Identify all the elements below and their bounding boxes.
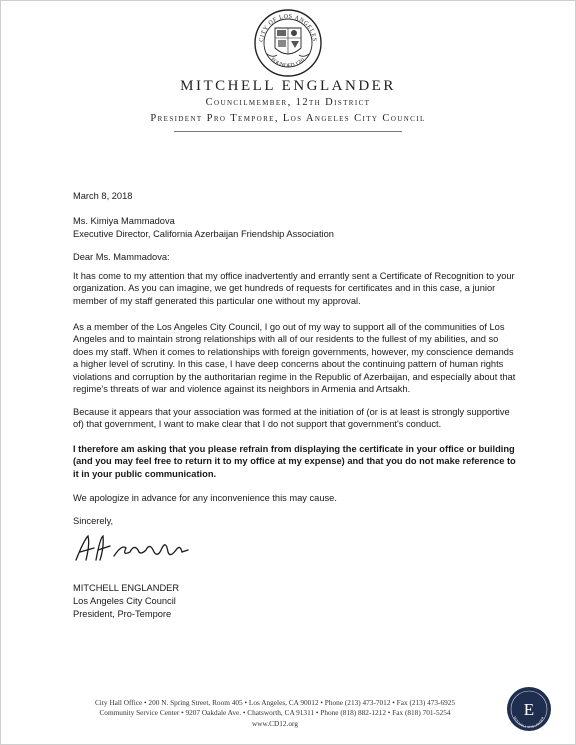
- englander-badge-logo: [506, 686, 552, 732]
- signer-body: Los Angeles City Council: [73, 596, 176, 606]
- badge-letter: E: [523, 700, 535, 719]
- recipient-name: Ms. Kimiya Mammadova: [73, 216, 175, 226]
- letter-date: March 8, 2018: [73, 191, 133, 201]
- svg-text:CITY OF LOS ANGELES: CITY OF LOS ANGELES: [258, 13, 318, 43]
- paragraph-1: It has come to my attention that my office inadvertently and errantly sent a Certificate of Recognition to your organization. As you can imagine, we get hundreds of requests for certificates and in this case, a junior member of my staff generated this particular one without my approval.: [73, 271, 515, 306]
- footer-website: www.CD12.org: [251, 719, 298, 728]
- recipient-title: Executive Director, California Azerbaijan Friendship Association: [73, 229, 334, 239]
- signature-image: [70, 530, 200, 570]
- footer-city-hall: City Hall Office • 200 N. Spring Street, Room 405 • Los Angeles, CA 90012 • Phone (213) 473-7012 • Fax (213) 473-6925: [94, 698, 456, 707]
- salutation: Dear Ms. Mammadova:: [73, 252, 170, 262]
- paragraph-4: I therefore am asking that you please refrain from displaying the certificate in your office or building (and you may feel free to return it to my office at my expense) and that you do not make reference to it in your public communication.: [73, 444, 516, 479]
- badge-text: MITCHELL ENGLANDER: [512, 715, 546, 730]
- letterhead-divider: [174, 131, 402, 132]
- paragraph-2: As a member of the Los Angeles City Council, I go out of my way to support all of the communities of Los Angeles and to maintain strong relationships with all of our residents to the fullest of my abilities, and so does my staff. When it comes to relationships with foreign governments, however, my conscience demands a higher level of scrutiny. In this case, I have deep concerns about the continuing pattern of human rights violations and corruption by the authoritarian regime in the Republic of Azerbaijan, and especially about that regime's threats of war and violence against its neighbors in Armenia and Artsakh.: [73, 322, 516, 395]
- signer-name: MITCHELL ENGLANDER: [73, 583, 180, 593]
- svg-text:FOUNDED 1781: FOUNDED 1781: [269, 56, 307, 70]
- closing: Sincerely,: [73, 516, 114, 526]
- city-seal-logo: [253, 8, 323, 78]
- paragraph-5: We apologize in advance for any inconvenience this may cause.: [73, 493, 337, 503]
- letterhead-title: President Pro Tempore, Los Angeles City Council: [150, 113, 426, 124]
- signer-title: President, Pro-Tempore: [73, 609, 172, 619]
- paragraph-3: Because it appears that your association was formed at the initiation of (or is at least is strongly supportive of) that government, I want to make clear that I do not support that government's conduct.: [73, 407, 510, 430]
- letterhead-name: MITCHELL ENGLANDER: [180, 78, 396, 94]
- letterhead-district: Councilmember, 12th District: [205, 97, 371, 108]
- footer-service-center: Community Service Center • 9207 Oakdale Ave. • Chatsworth, CA 91311 • Phone (818) 882-1212 • Fax (818) 701-5254: [99, 708, 451, 717]
